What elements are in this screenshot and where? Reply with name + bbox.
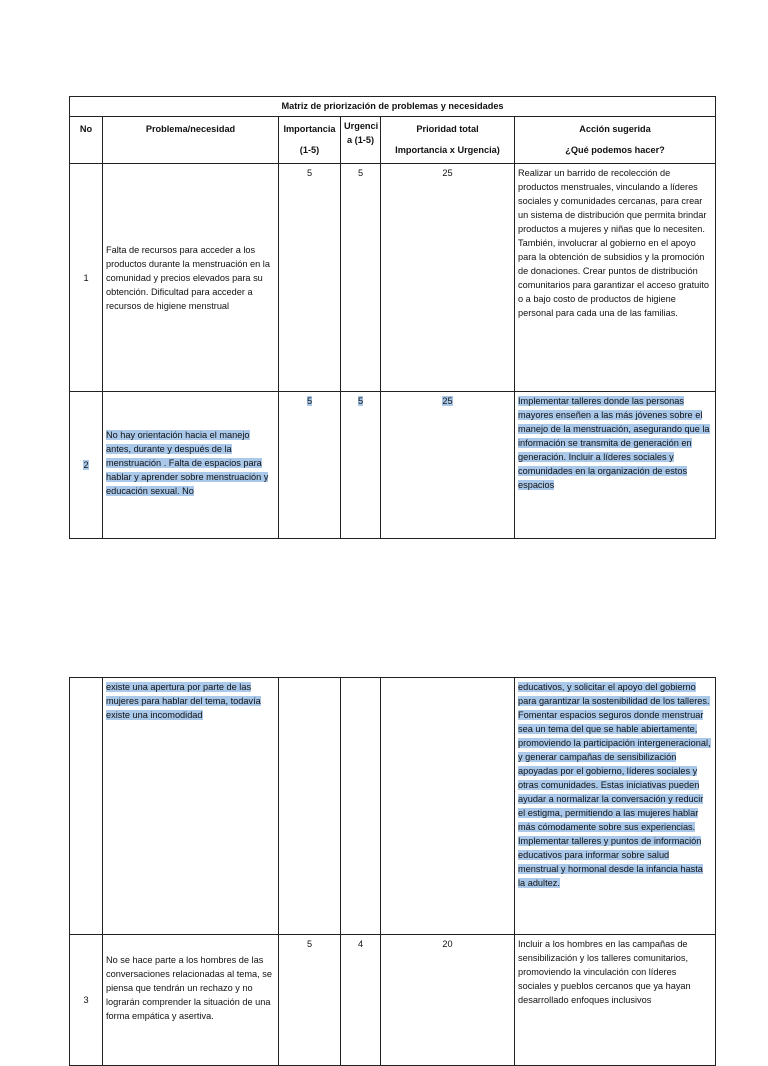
- header-prioridad-line2: Importancia x Urgencia): [395, 145, 500, 155]
- row-urgencia: [341, 678, 381, 935]
- row-problem: [103, 164, 279, 392]
- header-problema: Problema/necesidad: [103, 117, 279, 164]
- priority-matrix-table-page-1: [69, 96, 716, 539]
- header-no: No: [70, 117, 103, 164]
- header-urgencia-line2: a (1-5): [346, 135, 375, 145]
- row-number: 1: [70, 164, 103, 392]
- header-importancia-line2: (1-5): [299, 145, 320, 155]
- row-number: [70, 678, 103, 935]
- row-problem: No se hace parte a los hombres de las conversaciones relacionadas al tema, se piensa que tendrán un rechazo y no lograrán comprender la situación de una forma empática y asertiva.: [103, 935, 279, 1066]
- row-prioridad-text: 25: [442, 396, 453, 406]
- row-accion: Realizar un barrido de recolección de productos menstruales, vinculando a líderes sociales y comunidades cercanas, para crear un sistema de distribución que permita brindar productos a mujeres y niñas que lo necesiten. También, involucrar al gobierno en el apoyo para la obtención de subsidios y la promoción de donaciones. Crear puntos de distribución comunitarios para garantizar el acceso gratuito o a bajo costo de productos de higiene personal para cada una de las familias.: [515, 164, 716, 392]
- header-importancia-line1: Importancia: [283, 124, 336, 134]
- header-importancia: [279, 117, 341, 164]
- row-importancia: [279, 392, 341, 539]
- header-prioridad: [381, 117, 515, 164]
- row-urgencia: [341, 392, 381, 539]
- row-urgencia-text: 5: [357, 396, 364, 406]
- row-prioridad: [381, 392, 515, 539]
- priority-matrix-table-page-2: [69, 677, 716, 1066]
- row-number: [70, 392, 103, 539]
- row-problem-text: Falta de recursos para acceder a los productos durante la menstruación en la comunidad y precios elevados para su obtención. Dificultad para acceder a recursos de higiene menstrual: [106, 244, 270, 311]
- row-urgencia: 5: [341, 164, 381, 392]
- row-accion: [515, 392, 716, 539]
- header-accion-line1: Acción sugerida: [579, 124, 651, 134]
- table-row: [70, 164, 716, 392]
- row-accion: [515, 678, 716, 935]
- row-prioridad: 20: [381, 935, 515, 1066]
- table-row: [70, 392, 716, 539]
- table-title: Matriz de priorización de problemas y necesidades: [70, 97, 716, 117]
- row-importancia: [279, 678, 341, 935]
- header-accion: [515, 117, 716, 164]
- row-importancia-text: 5: [306, 396, 313, 406]
- row-accion-text: Implementar talleres donde las personas mayores enseñen a las más jóvenes sobre el manejo de la menstruación, asegurando que la información se transmita de generación en generación. Incluir a líderes sociales y comunidades en la organización de estos espacios: [518, 396, 710, 490]
- row-prioridad: 25: [381, 164, 515, 392]
- row-problem-text: existe una apertura por parte de las mujeres para hablar del tema, todavía existe una incomodidad: [106, 682, 261, 720]
- row-accion-text: educativos, y solicitar el apoyo del gobierno para garantizar la sostenibilidad de los talleres. Fomentar espacios seguros donde menstruar sea un tema del que se hable abiertamente, promoviendo la participación intergeneracional, y generar campañas de sensibilización apoyadas por el gobierno, líderes sociales y otras comunidades. Estas iniciativas pueden ayudar a normalizar la conversación y reducir el estigma, permitiendo a las mujeres hablar más cómodamente sobre sus experiencias. Implementar talleres y puntos de información educativos para informar sobre salud menstrual y hormonal desde la infancia hasta la adultez.: [518, 682, 711, 888]
- header-urgencia-line1: Urgenci: [344, 121, 379, 131]
- header-accion-line2: ¿Qué podemos hacer?: [565, 145, 665, 155]
- row-prioridad: [381, 678, 515, 935]
- table-row: [70, 935, 716, 1066]
- row-problem: [103, 392, 279, 539]
- row-problem: [103, 678, 279, 935]
- row-number: 3: [70, 935, 103, 1066]
- row-problem-text: No hay orientación hacia el manejo antes, durante y después de la menstruación . Falta de espacios para hablar y aprender sobre menstruación y educación sexual. No: [106, 430, 269, 496]
- row-urgencia: 4: [341, 935, 381, 1066]
- row-number-text: 2: [83, 460, 89, 470]
- row-accion: Incluir a los hombres en las campañas de sensibilización y los talleres comunitarios, promoviendo la vinculación con líderes sociales y pueblos cercanos que ya hayan desarrollado enfoques inclusivos: [515, 935, 716, 1066]
- table-row-continuation: [70, 678, 716, 935]
- table-header-row: [70, 117, 716, 164]
- header-prioridad-line1: Prioridad total: [416, 124, 479, 134]
- row-importancia: 5: [279, 164, 341, 392]
- header-urgencia: [341, 117, 381, 164]
- row-importancia: 5: [279, 935, 341, 1066]
